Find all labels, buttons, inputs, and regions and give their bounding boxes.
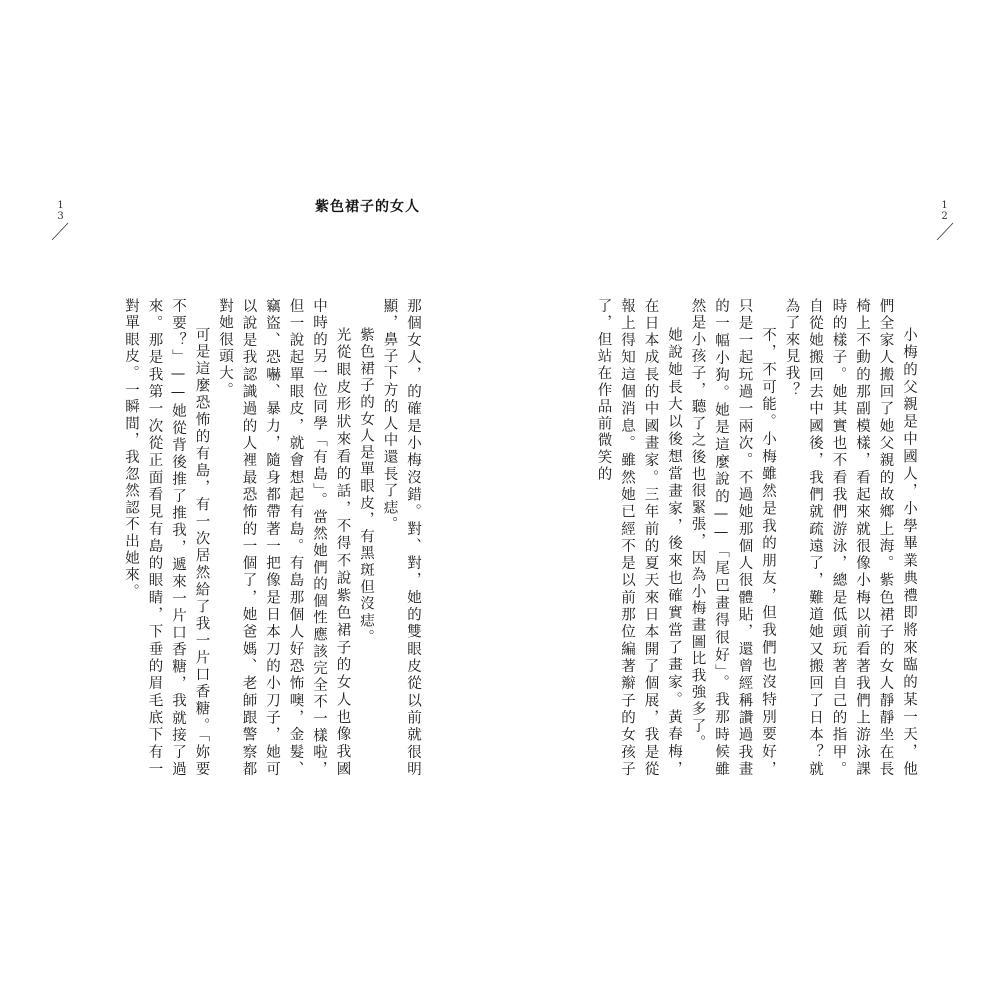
paragraph: 可是這麼恐怖的有島，有一次居然給了我一片口香糖。「妳要不要？」——她從背後推了推我，遞來一片口香糖，我就接了過來。那是我第一次從正面看見有島的眼睛，下垂的眉毛底下有一對單眼皮。一瞬間，我忽然認不出她來。 bbox=[123, 298, 210, 778]
paragraph: 她說她長大以後想當畫家，後來也確實當了畫家。黃春梅，在日本成長的中國畫家。三年前的夏天來日本開了個展，我是從報上得知這個消息。雖然她已經不是以前那位編著辮子的女孩子了，但站在作品前微笑的 bbox=[595, 298, 682, 778]
paragraph: 小梅的父親是中國人，小學畢業典禮即將來臨的某一天，他們全家人搬回了她父親的故鄉上海。紫色裙子的女人靜靜坐在長椅上不動的那副模樣，看起來就很像小梅以前看著我們上游泳課時的樣子。她其實也不看我們游泳，總是低頭玩著自己的指甲。自從她搬回去中國後，我們就疏遠了，難道她又搬回了日本？就為了來見我？ bbox=[783, 298, 917, 778]
paragraph: 那個女人，的確是小梅沒錯。對、對，她的雙眼皮從以前就很明顯，鼻子下方的人中還長了痣。 bbox=[381, 298, 421, 778]
page-number-right: 12 bbox=[939, 200, 950, 222]
paragraph: 不，不可能。小梅雖然是我的朋友，但我們也沒特別要好，只是一起玩過一兩次。不過她那個人很體貼，還曾經稱讚過我畫的一幅小狗。她是這麼說的——「尾巴畫得很好」。我那時候雖然是小孩子，聽了之後也很緊張，因為小梅畫圖比我強多了。 bbox=[689, 298, 776, 778]
left-page-body bbox=[84, 298, 424, 778]
page-number-slash-left bbox=[50, 222, 70, 242]
chapter-title: 紫色裙子的女人 bbox=[315, 199, 420, 215]
paragraph: 紫色裙子的女人是單眼皮，有黑斑但沒痣。 bbox=[358, 327, 374, 647]
page-number-left: 13 bbox=[55, 200, 66, 222]
right-page-body bbox=[580, 298, 920, 778]
paragraph: 光從眼皮形狀來看的話，不得不說紫色裙子的女人也像我國中時的另一位同學「有島」。當然她們的個性應該完全不一樣啦，但一說起單眼皮，就會想起有島。有島那個人好恐怖噢，金髮、竊盜、恐嚇、暴力，隨身都帶著一把像是日本刀的小刀子，她可以說是我認識過的人裡最恐怖的一個了，她爸媽、老師跟警察都對她很頭大。 bbox=[217, 298, 351, 778]
page-number-slash-right bbox=[935, 222, 955, 242]
